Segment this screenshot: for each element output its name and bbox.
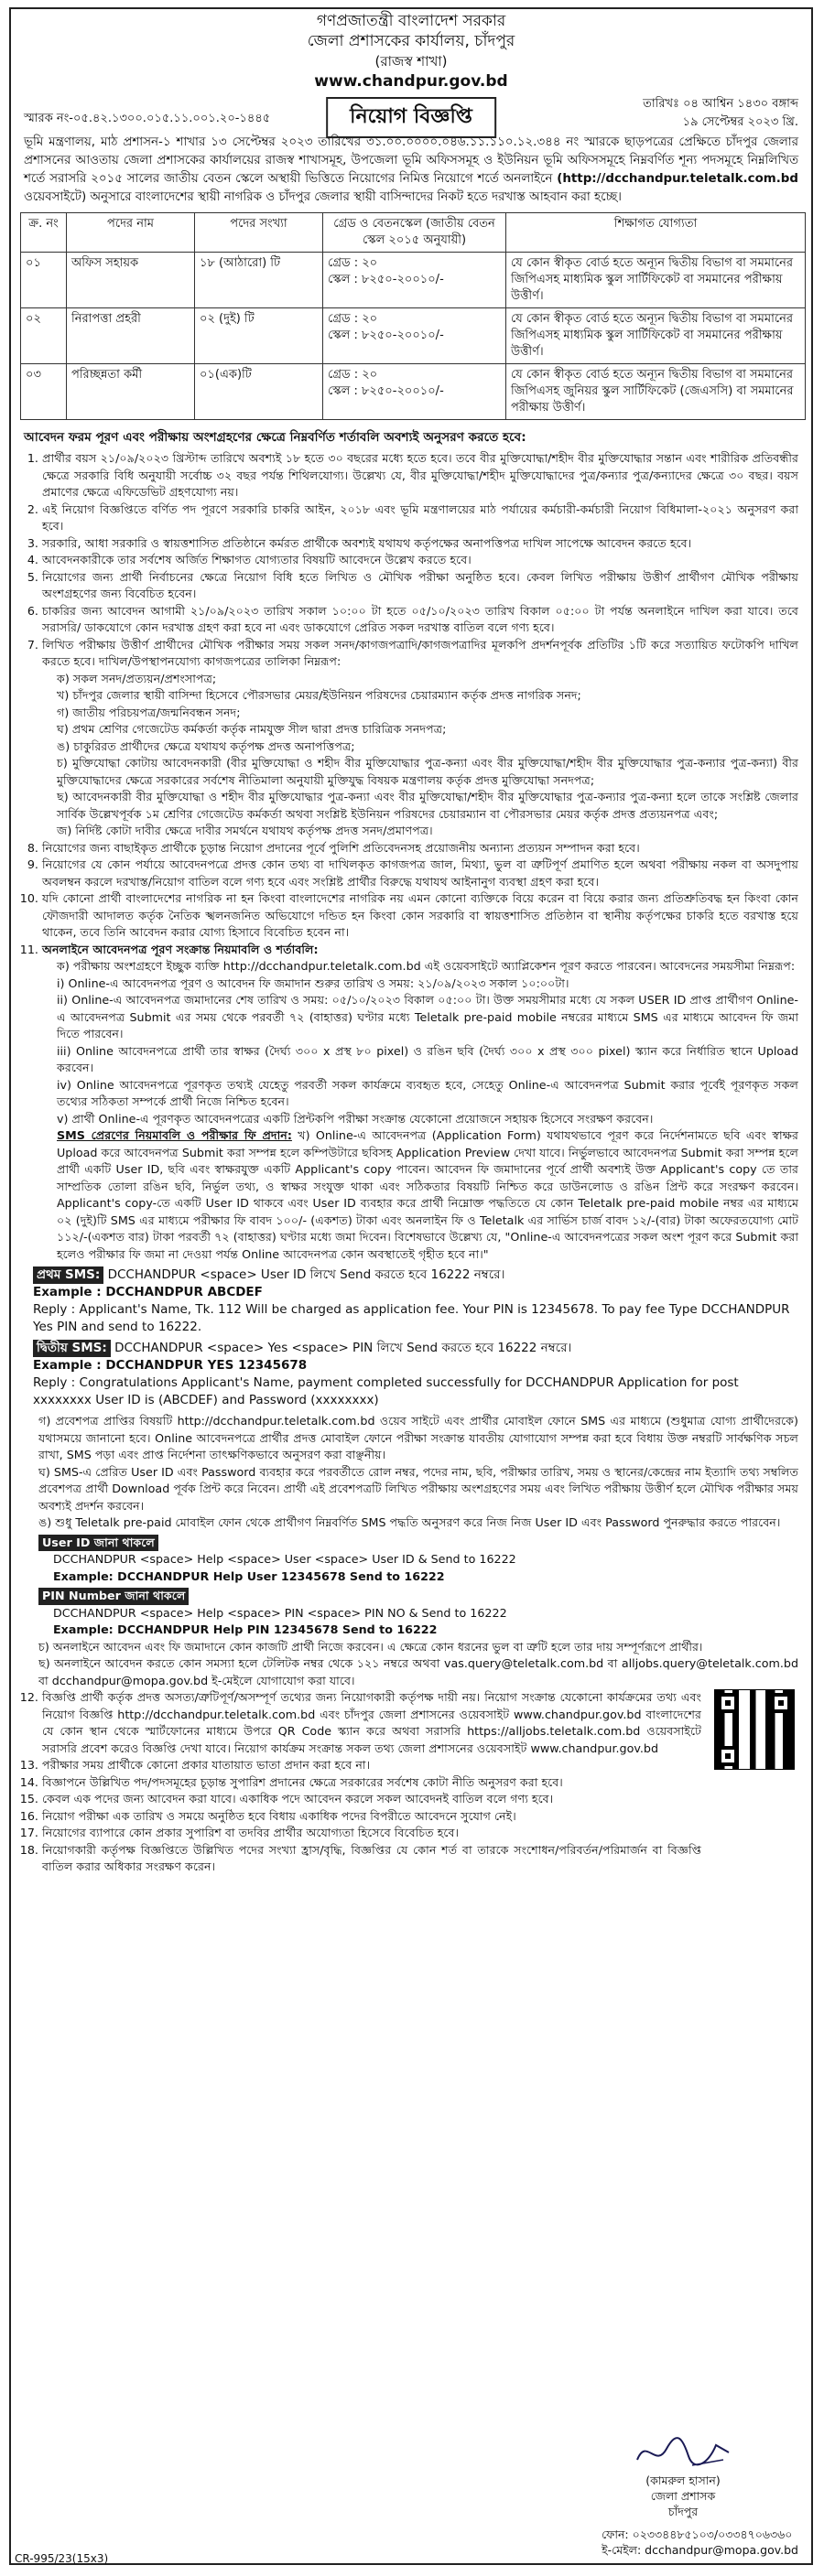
pin-label: PIN Number জানা থাকলে (38, 1588, 189, 1605)
condition-item: 6. চাকরির জন্য আবেদন আগামী ২১/০৯/২০২৩ তারিখ সকাল ১০:০০ টা হতে ০৫/১০/২০২৩ তারিখ বিকাল ০৫:০০ টা পর্যন্ত অনলাইনে দাখিল করা যাবে। তবে সরাসরি/ ডাকযোগে কোন দরখাস্ত গ্রহণ করা হবে না এবং ডাকযোগে প্রেরিত সকল দরখাস্ত বাতিল বলে গণ্য হবে। (42, 603, 798, 637)
online-step: v) প্রার্থী Online-এ পূরণকৃত আবেদনপত্রের একটি প্রিন্টকপি পরীক্ষা সংক্রান্ত যেকোনো প্রয়োজনে সহায়ক হিসেবে সংরক্ষণ করবেন। (57, 1111, 654, 1126)
sub-item: চ) মুক্তিযোদ্ধা কোটায় আবেদনকারী (বীর মুক্তিযোদ্ধা ও শহীদ বীর মুক্তিযোদ্ধার পুত্র-কন্যা এবং বীর মুক্তিযোদ্ধা/শহীদ বীর মুক্তিযোদ্ধার পুত্র-কন্যার পুত্র-কন্যা) বীর মুক্তিযোদ্ধাদের ক্ষেত্রে সরকারের সর্বশেষ নীতিমালা অনুযায়ী মুক্তিযুদ্ধ বিষয়ক মন্ত্রণালয় কর্তৃক প্রদত্ত মুক্তিযোদ্ধা সনদপত্র; (57, 756, 798, 787)
sub-item: ক) সকল সনদ/প্রত্যয়ন/প্রশংসাপত্র; (57, 671, 217, 685)
intro-paragraph: ভূমি মন্ত্রণালয়, মাঠ প্রশাসন-১ শাখার ১৩ সেপ্টেম্বর ২০২৩ তারিখের ৩১.০০.০০০০.০৪৬.১১.১১০.১২.৩৪৪ নং স্মারকে ছাড়পত্রের প্রেক্ষিতে চাঁদপুর জেলার প্রশাসনের আওতায় জেলা প্রশাসকের কার্যালয়ের রাজস্ব শাখাসমূহ, উপজেলা ভূমি অফিসসমূহ ও ইউনিয়ন ভূমি অফিসসমূহে নিম্নবর্ণিত শূন্য পদসমূহে নিম্নলিখিত শর্তে সরাসরি ২০১৫ সালের জাতীয় বেতন স্কেলে অস্থায়ী ভিত্তিতে নিয়োগের নিমিত্ত নিয়োগে শর্তে অনলাইনে (http://dcchandpur.teletalk.com.bd ওয়েবসাইটে) অনুসারে বাংলাদেশের স্থায়ী নাগরিক ও চাঁদপুর জেলার স্থায়ী বাসিন্দাদের নিকট হতে দরখাস্ত আহবান করা হচ্ছে। (24, 135, 798, 204)
contact-email: ই-মেইল: dcchandpur@mopa.gov.bd (602, 2543, 798, 2557)
signature-icon (628, 2432, 738, 2473)
header (11, 11, 811, 92)
condition-item: 7. লিখিত পরীক্ষায় উত্তীর্ণ প্রার্থীদের মৌখিক পরীক্ষার সময় সকল সনদ/কাগজপত্রাদি/কাগজপত্রাদির মূলকপি প্রদর্শনপূর্বক প্রতিটির ১টি করে সত্যায়িত ফটোকপি দাখিল করতে হবে। দাখিল/উপস্থাপনযোগ্য কাগজপত্রের তালিকা নিম্নরূপ: ক) সকল সনদ/প্রত্যয়ন/প্রশংসাপত্র; খ) চাঁদপুর জেলার স্থায়ী বাসিন্দা হিসেবে পৌরসভার মেয়র/ইউনিয়ন পরিষদের চেয়ারম্যান কর্তৃক প্রদত্ত নাগরিক সনদ; গ) জাতীয় পরিচয়পত্র/জন্মনিবন্ধন সনদ; ঘ) প্রথম শ্রেণির গেজেটেড কর্মকর্তা কর্তৃক নামযুক্ত সীল দ্বারা প্রদত্ত চারিত্রিক সনদপত্র; ঙ) চাকুরিরত প্রার্থীদের ক্ষেত্রে যথাযথ কর্তৃপক্ষ প্রদত্ত অনাপত্তিপত্র; চ) মুক্তিযোদ্ধা কোটায় আবেদনকারী (বীর মুক্তিযোদ্ধা ও শহীদ বীর মুক্তিযোদ্ধার পুত্র-কন্যা এবং বীর মুক্তিযোদ্ধা/শহীদ বীর মুক্তিযোদ্ধার পুত্র-কন্যার পুত্র-কন্যা) বীর মুক্তিযোদ্ধাদের ক্ষেত্রে সরকারের সর্বশেষ নীতিমালা অনুযায়ী মুক্তিযুদ্ধ বিষয়ক মন্ত্রণালয় কর্তৃক প্রদত্ত মুক্তিযোদ্ধা সনদপত্র; ছ) আবেদনকারী বীর মুক্তিযোদ্ধা ও শহীদ বীর মুক্তিযোদ্ধার পুত্র-কন্যা এবং বীর মুক্তিযোদ্ধা/শহীদ বীর মুক্তিযোদ্ধার পুত্র-কন্যার পুত্র-কন্যা হলে তাকে সংশ্লিষ্ট জেলার সার্বিক উল্লেখপূর্বক ১ম শ্রেণির গেজেটেড কর্মকর্তা অথবা সংশ্লিষ্ট ইউনিয়ন পরিষদের চেয়ারম্যান বা পৌরসভার মেয়র কর্তৃক প্রদত্ত প্রত্যয়নপত্র এবং; জ) নির্দিষ্ট কোটা দাবীর ক্ষেত্রে দাবীর সমর্থনে যথাযথ কর্তৃপক্ষ প্রদত্ত সনদ/প্রমাণপত্র। (42, 637, 798, 840)
online-step: ii) Online-এ আবেদনপত্র জমাদানের শেষ তারিখ ও সময়: ০৫/১০/২০২৩ বিকাল ০৫:০০ টা। উক্ত সময়সীমার মধ্যে যে সকল USER ID প্রাপ্ত প্রার্থীগণ Online-এ আবেদনপত্র Submit এর সময় থেকে পরবর্তী ৭২ (বাহাত্তর) ঘণ্টার মধ্যে Teletalk pre-paid mobile নম্বরের মাধ্যমে SMS এর মাধ্যমে আবেদন ফি জমা দিতে পারবেন। (57, 993, 798, 1040)
sub-item: জ) নির্দিষ্ট কোটা দাবীর ক্ষেত্রে দাবীর সমর্থনে যথাযথ কর্তৃপক্ষ প্রদত্ত সনদ/প্রমাণপত্র। (57, 824, 433, 837)
signature-block (591, 2432, 775, 2519)
online-step: iii) Online আবেদনপত্রে প্রার্থী তার স্বাক্ষর (দৈর্ঘ্য ৩০০ x প্রস্থ ৮০ pixel) ও রঙিন ছবি (দৈর্ঘ্য ৩০০ x প্রস্থ ৩০০ pixel) স্ক্যান করে নির্ধারিত স্থানে Upload করবেন। (57, 1043, 798, 1074)
posts-table (20, 212, 806, 420)
condition-item: 15. কেবল এক পদের জন্য আবেদন করা যাবে। একাধিক পদে আবেদন করলে সকল আবেদনই বাতিল বলে গণ্য হবে। (42, 1791, 701, 1808)
office-name: জেলা প্রশাসকের কার্যালয়, চাঁদপুর (307, 32, 515, 50)
sms-rules: SMS প্রেরণের নিয়মাবলি ও পরীক্ষার ফি প্রদান: খ) Online-এ আবেদনপত্র (Application Form) যথাযথভাবে পূরণ করে নির্দেশনামতে ছবি এবং স্বাক্ষর Upload করে আবেদনপত্র Submit করা সম্পন্ন হলে কম্পিউটারে ছবিসহ Application Preview দেখা যাবে। নির্ভুলভাবে আবেদনপত্র Submit করা সম্পন্ন হলে প্রার্থী একটি User ID, ছবি এবং স্বাক্ষরযুক্ত একটি Applicant's copy পাবেন। আবেদন ফি জমাদানের পূর্বে প্রার্থী অবশ্যই উক্ত Applicant's copy তে তার সাম্প্রতিক তোলা রঙিন ছবি, নির্ভুল তথ্য, ও স্বাক্ষর সংযুক্ত থাকা এবং সঠিকতার বিষয়টি নিশ্চিত করে ডাউনলোড ও রঙিন প্রিন্ট করে সংরক্ষণ করবেন। Applicant's copy-তে একটি User ID থাকবে এবং User ID ব্যবহার করে প্রার্থী নিম্নোক্ত পদ্ধতিতে যে কোন Teletalk pre-paid mobile নম্বর এর মাধ্যমে ০২ (দুই)টি SMS এর মাধ্যমে পরীক্ষার ফি বাবদ ১০০/- (একশত) টাকা এবং অনলাইন ফি ও Teletalk এর সার্ভিস চার্জ বাবদ ১২/-(বার) টাকা অফেরতযোগ্য মোট ১১২/-(একশত বার) টাকা পরবর্তী ৭২ (বাহাত্তর) ঘণ্টার মধ্যে জমা দিবেন। বিশেষভাবে উল্লেখ্য যে, "Online-এ আবেদনপত্রের সকল অংশ পূরণ করে Submit করা হলেও পরীক্ষার ফি জমা না দেওয়া পর্যন্ত Online আবেদনপত্র কোন অবস্থাতেই গৃহীত হবে না।" (57, 1128, 798, 1261)
col-qualification: শিক্ষাগত যোগ্যতা (506, 213, 806, 253)
col-post-name: পদের নাম (67, 213, 195, 253)
signer-district: চাঁদপুর (667, 2505, 699, 2518)
condition-item: 16. নিয়োগ পরীক্ষা এক তারিখ ও সময়ে অনুষ্ঠিত হবে বিধায় একাধিক পদের বিপরীতে আবেদনে সুযোগ নেই। (42, 1808, 701, 1826)
notice-title: নিয়োগ বিজ্ঞপ্তি (326, 97, 496, 138)
condition-item: 9. নিয়োগের যে কোন পর্যায়ে আবেদনপত্রে প্রদত্ত কোন তথ্য বা দাখিলকৃত কাগজপত্র জাল, মিথ্যা, ভুল বা ত্রুটিপূর্ণ প্রমাণিত হলে অথবা পরীক্ষায় নকল বা অসদুপায় অবলম্বন করলে দরখাস্ত/নিয়োগ বাতিল বলে গণ্য হবে এবং সংশ্লিষ্ট প্রার্থীর বিরুদ্ধে যথাযথ আইনানুগ ব্যবস্থা গ্রহণ করা হবে। (42, 857, 798, 890)
condition-item: 4. আবেদনকারীকে তার সর্বশেষ অর্জিত শিক্ষাগত যোগ্যতার বিষয়টি আবেদনে উল্লেখ করতে হবে। (42, 552, 798, 569)
contact-phone: ফোন: ০২৩৩৪৪৮৫১০৩/০৩৩৪৭০৬৩৬০ (602, 2527, 793, 2541)
qr-code-icon (714, 1689, 795, 1770)
condition-item: 18. নিয়োগকারী কর্তৃপক্ষ বিজ্ঞপ্তিতে উল্লিখিত পদের সংখ্যা হ্রাস/বৃদ্ধি, বিজ্ঞপ্তির যে কোন শর্ত বা তারকে সংশোধন/পরিবর্তন/পরিমার্জন বা বিজ্ঞপ্তি বাতিল করার অধিকার সংরক্ষণ করেন। (42, 1842, 701, 1876)
condition-item: 12. বিজ্ঞপ্তি প্রার্থী কর্তৃক প্রদত্ত অসত্য/ত্রুটিপূর্ণ/অসম্পূর্ণ তথ্যের জন্য নিয়োগকারী কর্তৃপক্ষ দায়ী নয়। নিয়োগ সংক্রান্ত যেকোনো কার্যক্রমের তথ্য এবং নিয়োগ বিজ্ঞপ্তি http://dcchandpur.teletalk.com.bd এবং চাঁদপুর জেলা প্রশাসনের ওয়েবসাইট www.chandpur.gov.bd বাংলাদেশের যে কোন স্থান থেকে স্মার্টফোনের মাধ্যমে উপরে QR Code স্ক্যান করে অথবা সরাসরি https://alljobs.teletalk.com.bd ওয়েবসাইটে সরাসরি প্রবেশ করেও বিজ্ঞপ্তি দেখা যাবে। নিয়োগ কার্যক্রম সংক্রান্ত সকল তথ্য জেলা প্রশাসনের ওয়েবসাইট www.chandpur.gov.bd (42, 1689, 701, 1757)
signer-name: (কামরুল হাসান) (645, 2474, 721, 2487)
list-item: ঙ) শুধু Teletalk pre-paid মোবাইল ফোন থেকে প্রার্থীগণ নিম্নবর্ণিত SMS পদ্ধতি অনুসরণ করে নিজ নিজ User ID এবং Password পুনরুদ্ধার করতে পারবেন। (38, 1515, 781, 1529)
condition-item: 3. সরকারি, আধা সরকারি ও স্বায়ত্তশাসিত প্রতিষ্ঠানে কর্মরত প্রার্থীকে অবশ্যই যথাযথ কর্তৃপক্ষের অনাপত্তিপত্র দাখিল সাপেক্ষে আবেদন করতে হবে। (42, 535, 798, 553)
reference-row (11, 92, 811, 132)
print-code: CR-995/23(15x3) (15, 2552, 109, 2565)
condition-item: 1. প্রার্থীর বয়স ২১/০৯/২০২৩ খ্রিস্টাব্দ তারিখে অবশ্যই ১৮ হতে ৩০ বছরের মধ্যে হতে হবে। তবে বীর মুক্তিযোদ্ধা/শহীদ বীর মুক্তিযোদ্ধার সন্তান এবং শারীরিক প্রতিবন্ধীর ক্ষেত্রে সরকারি বিধি অনুযায়ী সর্বোচ্চ ৩২ বছর পর্যন্ত শিথিলযোগ্য। উল্লেখ্য যে, বীর মুক্তিযোদ্ধা/শহীদ মুক্তিযোদ্ধাদের পুত্র/কন্যার পুত্র/কন্যাদের ক্ষেত্রে ৩০ বছর। বয়স প্রমাণের ক্ষেত্রে এফিডেভিট গ্রহণযোগ্য নয়। (42, 450, 798, 501)
condition-item: 10. যদি কোনো প্রার্থী বাংলাদেশের নাগরিক না হন কিংবা বাংলাদেশের নাগরিক নয় এমন কোনো ব্যক্তিকে বিয়ে করেন বা বিয়ে করার জন্য প্রতিশ্রুতিবদ্ধ হন কিংবা কোন ফৌজদারী আদালত কর্তৃক নৈতিক স্খলনজনিত অভিযোগে দন্ডিত হন কিংবা কোন সরকারি বা স্বায়ত্তশাসিত প্রতিষ্ঠান বা স্থানীয় কর্তৃপক্ষের চাকরি হতে বরখাস্ত হয়ে থাকেন, তবে তিনি আবেদন করার যোগ্য হিসাবে বিবেচিত হবেন না। (42, 890, 798, 942)
col-grade: গ্রেড ও বেতনস্কেল (জাতীয় বেতন স্কেল ২০১৫ অনুযায়ী) (323, 213, 506, 253)
condition-item: 17. নিয়োগের ব্যাপারে কোন প্রকার সুপারিশ বা তদবির প্রার্থীর অযোগ্যতা হিসেবে বিবেচিত হবে। (42, 1825, 701, 1842)
after-sms-list: গ) প্রবেশপত্র প্রাপ্তির বিষয়টি http://dcchandpur.teletalk.com.bd ওয়েব সাইটে এবং প্রার্থীর মোবাইল ফোনে SMS এর মাধ্যমে (শুধুমাত্র যোগ্য প্রার্থীদেরকে) যথাসময়ে জানানো হবে। Online আবেদনপত্রে প্রার্থীর প্রদত্ত মোবাইল ফোনে পরীক্ষা সংক্রান্ত যাবতীয় যোগাযোগ সম্পন্ন করা হবে বিধায় উক্ত নম্বরটি সার্বক্ষণিক সচল রাখা, SMS পড়া এবং প্রাপ্ত নির্দেশনা তাৎক্ষণিকভাবে অনুসরণ করা বাঞ্ছনীয়। ঘ) SMS-এ প্রেরিত User ID এবং Password ব্যবহার করে পরবর্তীতে রোল নম্বর, পদের নাম, ছবি, পরীক্ষার তারিখ, সময় ও স্থানের/কেন্দ্রের নাম ইত্যাদি তথ্য সম্বলিত প্রবেশপত্র প্রার্থী Download পূর্বক প্রিন্ট করে নিবেন। প্রার্থী এই প্রবেশপত্রটি লিখিত পরীক্ষায় অংশগ্রহণের সময় এবং লিখিত পরীক্ষায় উত্তীর্ণ হলে মৌখিক পরীক্ষার সময় অবশ্যই প্রদর্শন করবেন। ঙ) শুধু Teletalk pre-paid মোবাইল ফোন থেকে প্রার্থীগণ নিম্নবর্ণিত SMS পদ্ধতি অনুসরণ করে নিজ নিজ User ID এবং Password পুনরুদ্ধার করতে পারবেন। User ID জানা থাকলে DCCHANDPUR <space> Help <space> User <space> User ID & Send to 16222 Example: DCCHANDPUR Help User 12345678 Send to 16222 PIN Number জানা থাকলে DCCHANDPUR <space> Help <space> PIN <space> PIN NO & Send to 16222 Example: DCCHANDPUR Help PIN 12345678 Send to 16222 চ) অনলাইনে আবেদন এবং ফি জমাদানে কোন কাজটি প্রার্থী নিজে করবেন। এ ক্ষেত্রে কোন ধরনের ভুল বা ত্রুটি হলে তার দায় সম্পূর্ণরূপে প্রার্থীর। ছ) অনলাইনে আবেদন করতে কোন সমস্যা হলে টেলিটক নম্বর থেকে ১২১ নম্বরে অথবা vas.query@teletalk.com.bd বা alljobs.query@teletalk.com.bd বা dcchandpur@mopa.gov.bd ই-মেইলে যোগাযোগ করা যাবে। (11, 1409, 811, 1689)
application-url: (http://dcchandpur.teletalk.com.bd (557, 172, 798, 186)
online-step: i) Online-এ আবেদনপত্র পূরণ ও আবেদন ফি জমাদান শুরুর তারিখ ও সময়: ২১/০৯/২০২৩ সকাল ১০:০০টা। (57, 975, 569, 990)
condition-item: 11. অনলাইনে আবেদনপত্র পূরণ সংক্রান্ত নিয়মাবলি ও শর্তাবলি: ক) পরীক্ষায় অংশগ্রহণে ইচ্ছুক ব্যক্তি http://dcchandpur.teletalk.com.bd এই ওয়েবসাইটে অ্যাপ্লিকেশন পূরণ করতে পারবেন। আবেদনের সময়সীমা নিম্নরূপ: i) Online-এ আবেদনপত্র পূরণ ও আবেদন ফি জমাদান শুরুর তারিখ ও সময়: ২১/০৯/২০২৩ সকাল ১০:০০টা। ii) Online-এ আবেদনপত্র জমাদানের শেষ তারিখ ও সময়: ০৫/১০/২০২৩ বিকাল ০৫:০০ টা। উক্ত সময়সীমার মধ্যে যে সকল USER ID প্রাপ্ত প্রার্থীগণ Online-এ আবেদনপত্র Submit এর সময় থেকে পরবর্তী ৭২ (বাহাত্তর) ঘণ্টার মধ্যে Teletalk pre-paid mobile নম্বরের মাধ্যমে SMS এর মাধ্যমে আবেদন ফি জমা দিতে পারবেন। iii) Online আবেদনপত্রে প্রার্থী তার স্বাক্ষর (দৈর্ঘ্য ৩০০ x প্রস্থ ৮০ pixel) ও রঙিন ছবি (দৈর্ঘ্য ৩০০ x প্রস্থ ৩০০ pixel) স্ক্যান করে নির্ধারিত স্থানে Upload করবেন। iv) Online আবেদনপত্রে পূরণকৃত তথ্যই যেহেতু পরবর্তী সকল কার্যক্রমে ব্যবহৃত হবে, সেহেতু Online-এ আবেদনপত্র Submit করার পূর্বেই পূরণকৃত সকল তথ্যের সঠিকতা সম্পর্কে প্রার্থী নিজে নিশ্চিত হবেন। v) প্রার্থী Online-এ পূরণকৃত আবেদনপত্রের একটি প্রিন্টকপি পরীক্ষা সংক্রান্ত যেকোনো প্রয়োজনে সহায়ক হিসেবে সংরক্ষণ করবেন। SMS প্রেরণের নিয়মাবলি ও পরীক্ষার ফি প্রদান: খ) Online-এ আবেদনপত্র (Application Form) যথাযথভাবে পূরণ করে নির্দেশনামতে ছবি এবং স্বাক্ষর Upload করে আবেদনপত্র Submit করা সম্পন্ন হলে কম্পিউটারে ছবিসহ Application Preview দেখা যাবে। নির্ভুলভাবে আবেদনপত্র Submit করা সম্পন্ন হলে প্রার্থী একটি User ID, ছবি এবং স্বাক্ষরযুক্ত একটি Applicant's copy পাবেন। আবেদন ফি জমাদানের পূর্বে প্রার্থী অবশ্যই উক্ত Applicant's copy তে তার সাম্প্রতিক তোলা রঙিন ছবি, নির্ভুল তথ্য, ও স্বাক্ষর সংযুক্ত থাকা এবং সঠিকতার বিষয়টি নিশ্চিত করে ডাউনলোড ও রঙিন প্রিন্ট করে সংরক্ষণ করবেন। Applicant's copy-তে একটি User ID থাকবে এবং User ID ব্যবহার করে প্রার্থী নিম্নোক্ত পদ্ধতিতে যে কোন Teletalk pre-paid mobile নম্বর এর মাধ্যমে ০২ (দুই)টি SMS এর মাধ্যমে পরীক্ষার ফি বাবদ ১০০/- (একশত) টাকা এবং অনলাইন ফি ও Teletalk এর সার্ভিস চার্জ বাবদ ১২/-(বার) টাকা অফেরতযোগ্য মোট ১১২/-(একশত বার) টাকা পরবর্তী ৭২ (বাহাত্তর) ঘণ্টার মধ্যে জমা দিবেন। বিশেষভাবে উল্লেখ্য যে, "Online-এ আবেদনপত্রের সকল অংশ পূরণ করে Submit করা হলেও পরীক্ষার ফি জমা না দেওয়া পর্যন্ত Online আবেদনপত্র কোন অবস্থাতেই গৃহীত হবে না।" (42, 942, 798, 1264)
col-sl: ক্র. নং (21, 213, 67, 253)
list-item: চ) অনলাইনে আবেদন এবং ফি জমাদানে কোন কাজটি প্রার্থী নিজে করবেন। এ ক্ষেত্রে কোন ধরনের ভুল বা ত্রুটি হলে তার দায় সম্পূর্ণরূপে প্রার্থীর। (38, 1639, 703, 1654)
table-header-row (21, 213, 806, 253)
userid-label: User ID জানা থাকলে (38, 1535, 158, 1552)
table-row: ০৩ পরিচ্ছন্নতা কর্মী ০১(এক)টি গ্রেড : ২০ স্কেল : ৮২৫০-২০০১০/- যে কোন স্বীকৃত বোর্ড হতে অন্যূন দ্বিতীয় বিভাগ বা সমমানের জিপিএসহ জুনিয়র স্কুল সার্টিফিকেট (জেএসসি) বা সমমানের পরীক্ষায় উত্তীর্ণ। (21, 364, 806, 420)
online-sublist (42, 958, 798, 1263)
online-step: iv) Online আবেদনপত্রে পূরণকৃত তথ্যই যেহেতু পরবর্তী সকল কার্যক্রমে ব্যবহৃত হবে, সেহেতু Online-এ আবেদনপত্র Submit করার পূর্বেই পূরণকৃত সকল তথ্যের সঠিকতা সম্পর্কে প্রার্থী নিজে নিশ্চিত হবেন। (57, 1077, 798, 1108)
condition-item: 14. বিজ্ঞাপনে উল্লিখিত পদ/পদসমূহের চূড়ান্ত সুপারিশ প্রদানের ক্ষেত্রে সরকারের সর্বশেষ কোটা নীতি অনুসরণ করা হবে। (42, 1774, 701, 1792)
section-name: (রাজস্ব শাখা) (374, 53, 448, 70)
sub-item: ঙ) চাকুরিরত প্রার্থীদের ক্ষেত্রে যথাযথ কর্তৃপক্ষ প্রদত্ত অনাপত্তিপত্র; (57, 738, 355, 753)
date-bangla: তারিখঃ ০৪ আশ্বিন ১৪৩০ বঙ্গাব্দ (643, 97, 798, 111)
sub-item: খ) চাঁদপুর জেলার স্থায়ী বাসিন্দা হিসেবে পৌরসভার মেয়র/ইউনিয়ন পরিষদের চেয়ারম্যান কর্তৃক প্রদত্ত নাগরিক সনদ; (57, 688, 581, 702)
conditions-title: আবেদন ফরম পূরণ এবং পরীক্ষায় অংশগ্রহণের ক্ষেত্রে নিম্নবর্ণিত শর্তাবলি অবশ্যই অনুসরণ করতে হবে: (24, 430, 526, 445)
table-row: ০১ অফিস সহায়ক ১৮ (আঠারো) টি গ্রেড : ২০ স্কেল : ৮২৫০-২০০১০/- যে কোন স্বীকৃত বোর্ড হতে অন্যূন দ্বিতীয় বিভাগ বা সমমানের জিপিএসহ মাধ্যমিক স্কুল সার্টিফিকেট বা সমমানের পরীক্ষায় উত্তীর্ণ। (21, 253, 806, 308)
sub-item: ঘ) প্রথম শ্রেণির গেজেটেড কর্মকর্তা কর্তৃক নামযুক্ত সীল দ্বারা প্রদত্ত চারিত্রিক সনদপত্র; (57, 722, 447, 736)
bottom-section (11, 1689, 811, 1876)
list-item: ঘ) SMS-এ প্রেরিত User ID এবং Password ব্যবহার করে পরবর্তীতে রোল নম্বর, পদের নাম, ছবি, পরীক্ষার তারিখ, সময় ও স্থানের/কেন্দ্রের নাম ইত্যাদি তথ্য সম্বলিত প্রবেশপত্র প্রার্থী Download পূর্বক প্রিন্ট করে নিবেন। প্রার্থী এই প্রবেশপত্রটি লিখিত পরীক্ষায় অংশগ্রহণের সময় এবং লিখিত পরীক্ষায় উত্তীর্ণ হলে মৌখিক পরীক্ষার সময় অবশ্যই প্রদর্শন করবেন। (38, 1464, 798, 1513)
sub-item: ছ) আবেদনকারী বীর মুক্তিযোদ্ধা ও শহীদ বীর মুক্তিযোদ্ধার পুত্র-কন্যা এবং বীর মুক্তিযোদ্ধা/শহীদ বীর মুক্তিযোদ্ধার পুত্র-কন্যার পুত্র-কন্যা হলে তাকে সংশ্লিষ্ট জেলার সার্বিক উল্লেখপূর্বক ১ম শ্রেণির গেজেটেড কর্মকর্তা অথবা সংশ্লিষ্ট ইউনিয়ন পরিষদের চেয়ারম্যান বা পৌরসভার মেয়র কর্তৃক প্রদত্ত প্রত্যয়নপত্র এবং; (57, 790, 798, 821)
list-item: ছ) অনলাইনে আবেদন করতে কোন সমস্যা হলে টেলিটক নম্বর থেকে ১২১ নম্বরে অথবা vas.query@teletalk.com.bd বা alljobs.query@teletalk.com.bd বা dcchandpur@mopa.gov.bd ই-মেইলে যোগাযোগ করা যাবে। (38, 1656, 798, 1687)
sub-item: গ) জাতীয় পরিচয়পত্র/জন্মনিবন্ধন সনদ; (57, 705, 241, 719)
final-conditions (11, 1689, 811, 1876)
signer-designation: জেলা প্রশাসক (650, 2489, 716, 2503)
col-post-count: পদের সংখ্যা (195, 213, 323, 253)
sms-instructions: প্রথম SMS: DCCHANDPUR <space> User ID লিখে Send করতে হবে 16222 নম্বরে। Example : DCCHANDPUR ABCDEF Reply : Applicant's Name, Tk. 112 Will be charged as application fee. Your PIN is 12345678. To pay fee Type DCCHANDPUR Yes PIN and send to 16222. দ্বিতীয় SMS: DCCHANDPUR <space> Yes <space> PIN লিখে Send করতে হবে 16222 নম্বরে। Example : DCCHANDPUR YES 12345678 Reply : Congratulations Applicant's Name, payment completed successfully for DCCHANDPUR Application for post xxxxxxxx User ID is (ABCDEF) and Password (xxxxxxxx) (33, 1267, 790, 1407)
conditions-list (11, 450, 811, 1263)
condition-item: 8. নিয়োগের জন্য বাছাইকৃত প্রার্থীকে চূড়ান্ত নিয়োগ প্রদানের পূর্বে পুলিশি প্রতিবেদনসহ প্রয়োজনীয় অন্যান্য প্রত্যয়ন সম্পাদন করা হবে। (42, 840, 798, 857)
condition-item: 2. এই নিয়োগ বিজ্ঞপ্তিতে বর্ণিত পদ পূরণে সরকারি চাকরি আইন, ২০১৮ এবং ভূমি মন্ত্রণালয়ের মাঠ পর্যায়ের কর্মচারী-কর্মচারী নিয়োগ বিধিমালা-২০২১ অনুসরণ করা হবে। (42, 501, 798, 535)
contact-block (602, 2527, 798, 2558)
second-sms-label: দ্বিতীয় SMS: (33, 1340, 111, 1357)
document-sublist (42, 671, 798, 840)
date-english: ১৯ সেপ্টেম্বর ২০২৩ খ্রি. (682, 115, 798, 129)
job-circular-page (9, 7, 813, 2565)
website: www.chandpur.gov.bd (314, 72, 508, 91)
online-intro: ক) পরীক্ষায় অংশগ্রহণে ইচ্ছুক ব্যক্তি http://dcchandpur.teletalk.com.bd এই ওয়েবসাইটে অ্যাপ্লিকেশন পূরণ করতে পারবেন। আবেদনের সময়সীমা নিম্নরূপ: (57, 959, 796, 973)
condition-item: 13. পরীক্ষার সময় প্রার্থীকে কোনো প্রকার যাতায়াত ভাতা প্রদান করা হবে না। (42, 1757, 701, 1774)
list-item: গ) প্রবেশপত্র প্রাপ্তির বিষয়টি http://dcchandpur.teletalk.com.bd ওয়েব সাইটে এবং প্রার্থীর মোবাইল ফোনে SMS এর মাধ্যমে (শুধুমাত্র যোগ্য প্রার্থীদেরকে) যথাসময়ে জানানো হবে। Online আবেদনপত্রে প্রার্থীর প্রদত্ত মোবাইল ফোনে পরীক্ষা সংক্রান্ত যাবতীয় যোগাযোগ সম্পন্ন করা হবে বিধায় উক্ত নম্বরটি সার্বক্ষণিক সচল রাখা, SMS পড়া এবং প্রাপ্ত নির্দেশনা তাৎক্ষণিকভাবে অনুসরণ করা বাঞ্ছনীয়। (38, 1414, 798, 1461)
first-sms-label: প্রথম SMS: (33, 1266, 103, 1284)
gov-name: গণপ্রজাতন্ত্রী বাংলাদেশ সরকার (316, 12, 506, 30)
condition-item: 5. নিয়োগের জন্য প্রার্থী নির্বাচনের ক্ষেত্রে নিয়োগ বিধি হতে লিখিত ও মৌখিক পরীক্ষা অনুষ্ঠিত হবে। কেবল লিখিত পরীক্ষায় উত্তীর্ণ প্রার্থীগণ মৌখিক পরীক্ষায় অংশগ্রহণের জন্য বিবেচিত হবেন। (42, 569, 798, 603)
table-row: ০২ নিরাপত্তা প্রহরী ০২ (দুই) টি গ্রেড : ২০ স্কেল : ৮২৫০-২০০১০/- যে কোন স্বীকৃত বোর্ড হতে অন্যূন দ্বিতীয় বিভাগ বা সমমানের জিপিএসহ মাধ্যমিক স্কুল সার্টিফিকেট বা সমমানের পরীক্ষায় উত্তীর্ণ। (21, 308, 806, 364)
memo-number: স্মারক নং-০৫.৪২.১৩০০.০১৫.১১.০০১.২০-১৪৪৫ (24, 112, 271, 125)
